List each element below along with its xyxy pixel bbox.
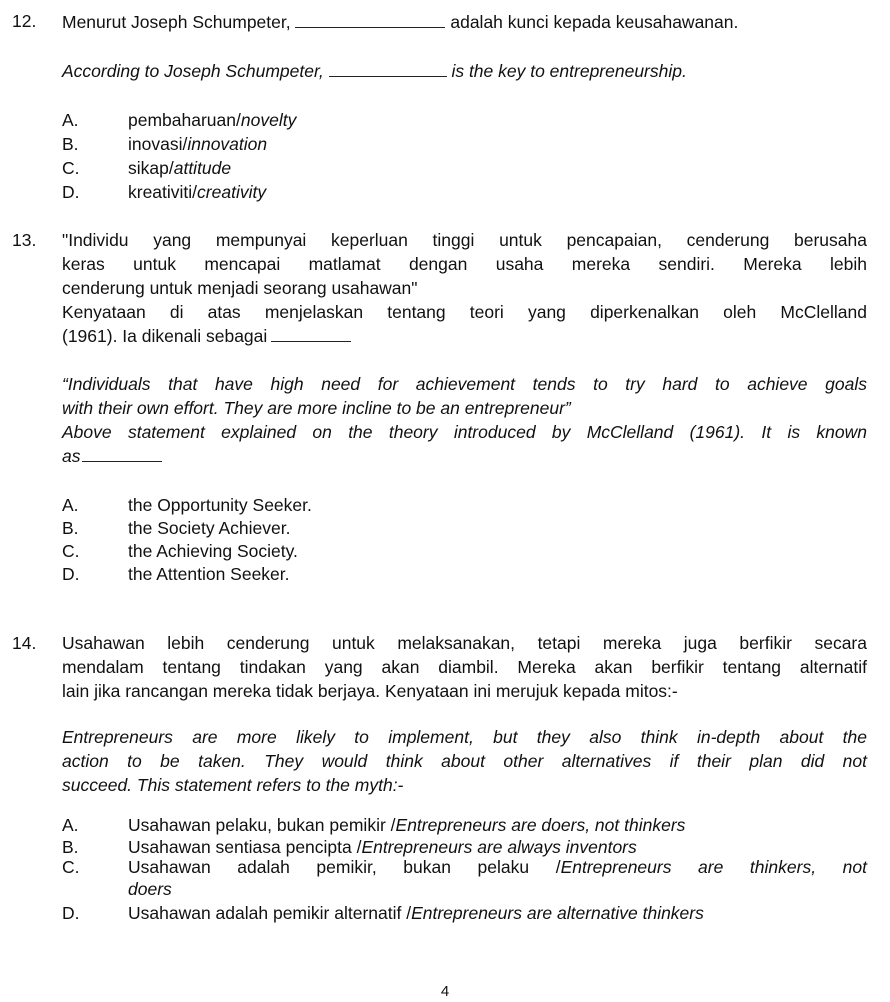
question-13-malay-line-4: Kenyataan di atas menjelaskan tentang teori yang diperkenalkan oleh McClelland	[62, 302, 867, 322]
question-14-malay-line-2: mendalam tentang tindakan yang akan diambil. Mereka akan berfikir tentang alternatif	[62, 657, 867, 677]
question-12-option-b: B. inovasi/innovation	[62, 134, 268, 154]
question-14-malay-line-1: Usahawan lebih cenderung untuk melaksanakan, tetapi mereka juga berfikir secara	[62, 633, 867, 653]
question-13-option-d: D. the Attention Seeker.	[62, 564, 290, 584]
question-14-option-a: A. Usahawan pelaku, bukan pemikir /Entrepreneurs are doers, not thinkers	[62, 815, 686, 835]
question-13-malay-line-2: keras untuk mencapai matlamat dengan usaha mereka sendiri. Mereka lebih	[62, 254, 867, 274]
question-14-english-line-2: action to be taken. They would think about other alternatives if their plan did not	[62, 751, 867, 771]
answer-blank	[295, 13, 445, 28]
question-12-stem-malay: Menurut Joseph Schumpeter, adalah kunci kepada keusahawanan.	[62, 12, 739, 32]
page-number: 4	[440, 983, 450, 1000]
question-12-option-c: C. sikap/attitude	[62, 158, 232, 178]
question-12-stem-english: According to Joseph Schumpeter, is the key to entrepreneurship.	[62, 61, 687, 81]
question-14-option-d: D. Usahawan adalah pemikir alternatif /Entrepreneurs are alternative thinkers	[62, 903, 704, 923]
question-13-option-a: A. the Opportunity Seeker.	[62, 495, 312, 515]
question-14-option-c: C. Usahawan adalah pemikir, bukan pelaku /Entrepreneurs are thinkers, not doers	[62, 857, 867, 899]
answer-blank	[82, 447, 162, 462]
question-12-option-d: D. kreativiti/creativity	[62, 182, 267, 202]
answer-blank	[329, 62, 447, 77]
answer-blank	[271, 327, 351, 342]
question-14-option-b: B. Usahawan sentiasa pencipta /Entrepreneurs are always inventors	[62, 837, 637, 857]
question-14-malay-line-3: lain jika rancangan mereka tidak berjaya. Kenyataan ini merujuk kepada mitos:-	[62, 681, 678, 701]
question-13-option-c: C. the Achieving Society.	[62, 541, 298, 561]
question-12-option-a: A. pembaharuan/novelty	[62, 110, 297, 130]
question-14-number: 14.	[12, 633, 37, 653]
question-13-english-line-1: “Individuals that have high need for achievement tends to try hard to achieve goals	[62, 374, 867, 394]
question-13-english-line-4: as	[62, 445, 867, 469]
question-14-english-line-1: Entrepreneurs are more likely to implement, but they also think in-depth about the	[62, 727, 867, 747]
question-13-english-line-2: with their own effort. They are more incline to be an entrepreneur”	[62, 398, 571, 418]
question-13-malay-line-5: (1961). Ia dikenali sebagai	[62, 325, 867, 349]
question-14-english-line-3: succeed. This statement refers to the myth:-	[62, 775, 404, 795]
question-13-option-b: B. the Society Achiever.	[62, 518, 291, 538]
question-12-number: 12.	[12, 11, 37, 31]
question-13-english-line-3: Above statement explained on the theory introduced by McClelland (1961). It is known	[62, 422, 867, 442]
question-13-number: 13.	[12, 230, 37, 250]
question-13-malay-line-1: "Individu yang mempunyai keperluan tinggi untuk pencapaian, cenderung berusaha	[62, 230, 867, 250]
question-13-malay-line-3: cenderung untuk menjadi seorang usahawan"	[62, 278, 418, 298]
